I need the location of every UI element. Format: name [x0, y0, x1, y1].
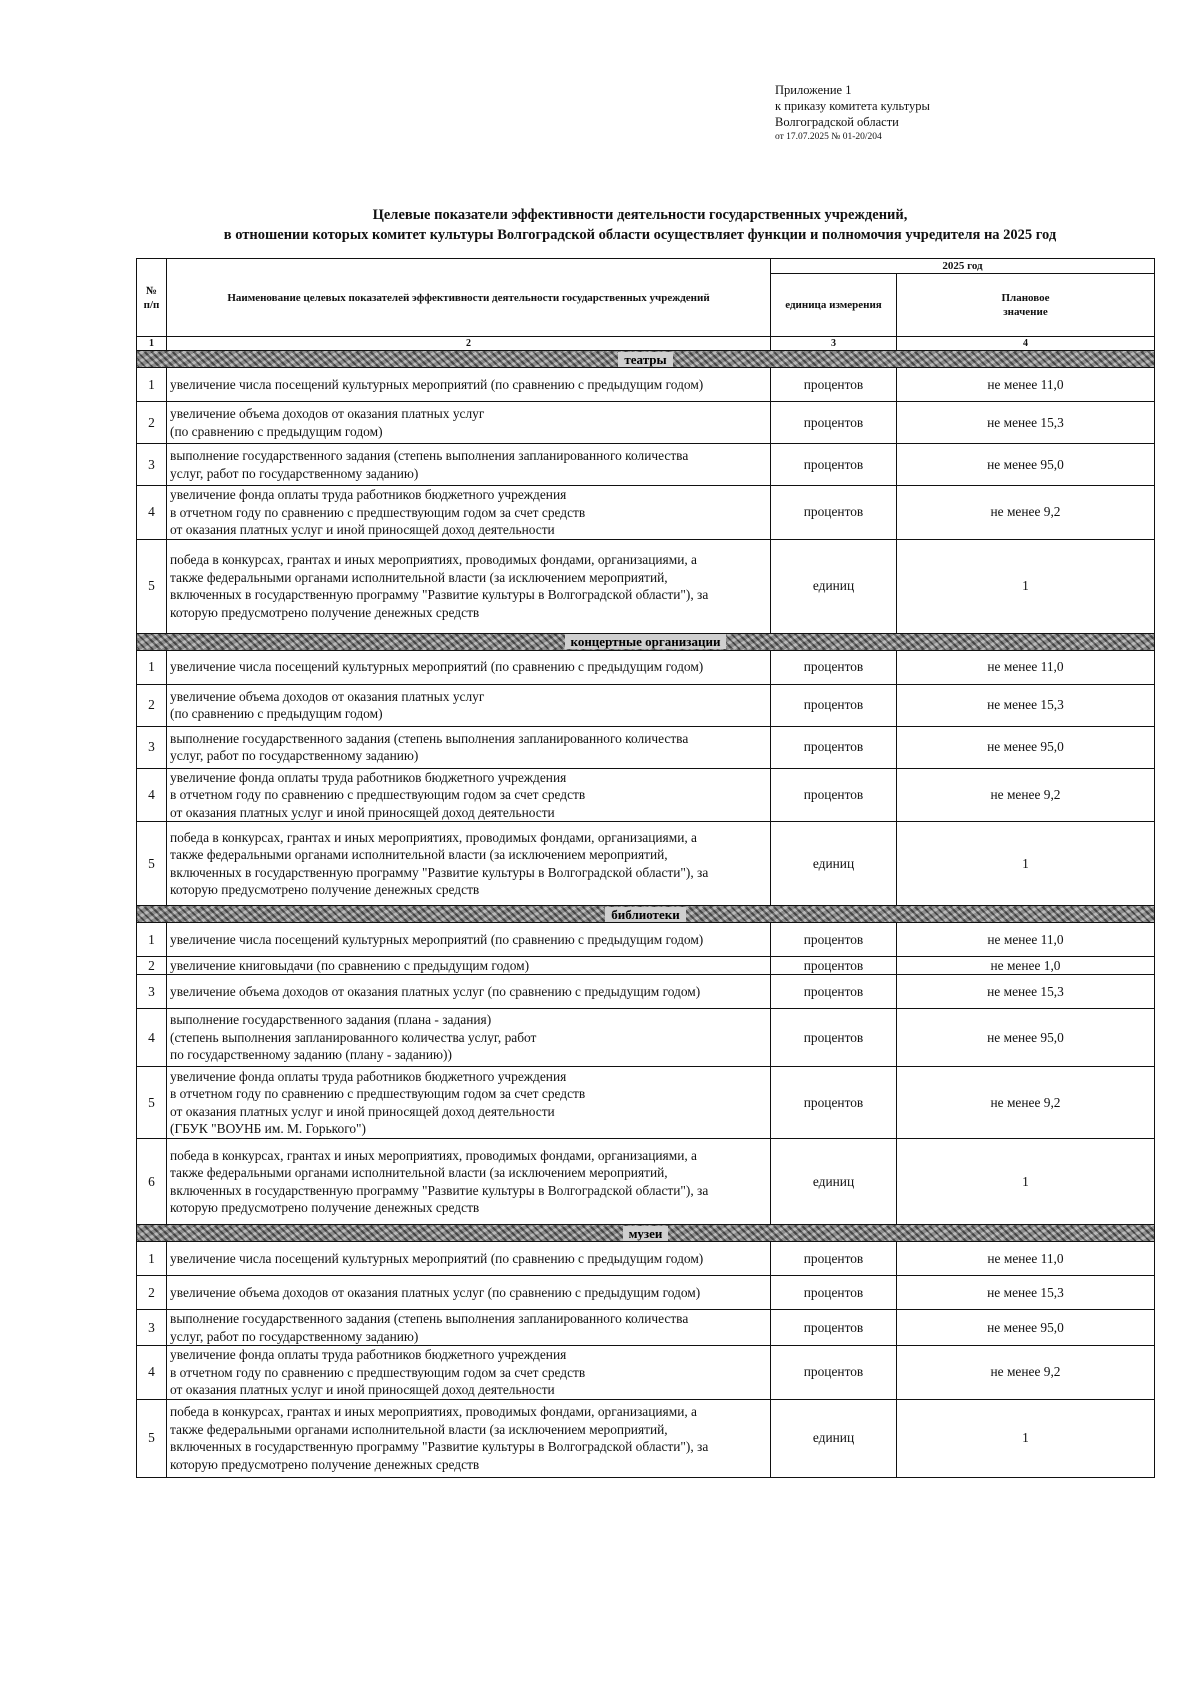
indicators-table [136, 258, 1155, 1478]
planned-value: не менее 15,3 [897, 402, 1155, 444]
planned-value: не менее 1,0 [897, 957, 1155, 975]
unit-cell: единиц [771, 539, 897, 633]
row-number: 5 [137, 1067, 167, 1139]
appendix-block [775, 82, 930, 144]
row-number: 1 [137, 368, 167, 402]
table-row [137, 975, 1155, 1009]
appendix-line-3: Волгоградской области [775, 115, 899, 129]
column-number: 4 [897, 337, 1155, 351]
table-row [137, 402, 1155, 444]
unit-cell: единиц [771, 822, 897, 906]
unit-cell: процентов [771, 923, 897, 957]
appendix-line-1: Приложение 1 [775, 83, 852, 97]
indicator-text: увеличение числа посещений культурных мероприятий (по сравнению с предыдущим годом) [167, 923, 771, 957]
table-row [137, 539, 1155, 633]
planned-value: не менее 9,2 [897, 486, 1155, 540]
indicator-text: победа в конкурсах, грантах и иных мероприятиях, проводимых фондами, организациями, а также федеральными органами исполнительной власти (за исключением мероприятий, включенных в государственную программу "Развитие культуры в Волгоградской области"), за которую предусмотрено получение денежных средств [167, 1139, 771, 1225]
row-number: 2 [137, 1276, 167, 1310]
table-row [137, 1310, 1155, 1346]
unit-cell: процентов [771, 957, 897, 975]
unit-cell: процентов [771, 1009, 897, 1067]
unit-cell: процентов [771, 650, 897, 684]
row-number: 2 [137, 684, 167, 726]
table-row [137, 1276, 1155, 1310]
row-number: 5 [137, 822, 167, 906]
indicator-text: увеличение объема доходов от оказания платных услуг (по сравнению с предыдущим годом) [167, 684, 771, 726]
unit-cell: процентов [771, 1276, 897, 1310]
planned-value: 1 [897, 1139, 1155, 1225]
appendix-order-date: от 17.07.2025 № 01-20/204 [775, 132, 882, 142]
unit-cell: процентов [771, 444, 897, 486]
table-row [137, 1067, 1155, 1139]
table-row [137, 1399, 1155, 1477]
row-number: 5 [137, 539, 167, 633]
planned-value: 1 [897, 1399, 1155, 1477]
planned-value: не менее 11,0 [897, 1242, 1155, 1276]
indicator-text: победа в конкурсах, грантах и иных мероприятиях, проводимых фондами, организациями, а также федеральными органами исполнительной власти (за исключением мероприятий, включенных в государственную программу "Развитие культуры в Волгоградской области"), за которую предусмотрено получение денежных средств [167, 539, 771, 633]
planned-value: не менее 95,0 [897, 444, 1155, 486]
column-numbers-row [137, 337, 1155, 351]
planned-value: не менее 15,3 [897, 684, 1155, 726]
indicator-text: увеличение объема доходов от оказания платных услуг (по сравнению с предыдущим годом) [167, 975, 771, 1009]
section-title: музеи [623, 1226, 669, 1241]
row-number: 2 [137, 402, 167, 444]
indicator-text: увеличение числа посещений культурных мероприятий (по сравнению с предыдущим годом) [167, 368, 771, 402]
planned-value: не менее 15,3 [897, 975, 1155, 1009]
indicator-text: выполнение государственного задания (степень выполнения запланированного количества услуг, работ по государственному заданию) [167, 726, 771, 768]
planned-value: не менее 95,0 [897, 1009, 1155, 1067]
table-row [137, 957, 1155, 975]
indicator-text: увеличение числа посещений культурных мероприятий (по сравнению с предыдущим годом) [167, 1242, 771, 1276]
planned-value: 1 [897, 539, 1155, 633]
section-header [137, 633, 1155, 650]
row-number: 3 [137, 975, 167, 1009]
planned-value: не менее 9,2 [897, 1346, 1155, 1400]
row-number: 4 [137, 486, 167, 540]
table-row [137, 923, 1155, 957]
unit-cell: процентов [771, 975, 897, 1009]
indicator-text: выполнение государственного задания (степень выполнения запланированного количества услуг, работ по государственному заданию) [167, 1310, 771, 1346]
table-row [137, 368, 1155, 402]
table-row [137, 768, 1155, 822]
indicator-text: увеличение числа посещений культурных мероприятий (по сравнению с предыдущим годом) [167, 650, 771, 684]
planned-value: не менее 11,0 [897, 923, 1155, 957]
indicator-text: увеличение фонда оплаты труда работников бюджетного учреждения в отчетном году по сравнению с предшествующим годом за счет средств от оказания платных услуг и иной приносящей доход деятельности (ГБУК "ВОУНБ им. М. Горького") [167, 1067, 771, 1139]
document-title-line-2: в отношении которых комитет культуры Волгоградской области осуществляет функции и полномочия учредителя на 2025 год [223, 227, 1057, 243]
indicator-text: выполнение государственного задания (плана - задания) (степень выполнения запланированного количества услуг, работ по государственному заданию (плану - заданию)) [167, 1009, 771, 1067]
row-number: 5 [137, 1399, 167, 1477]
header-unit: единица измерения [771, 274, 897, 337]
row-number: 1 [137, 1242, 167, 1276]
indicator-text: увеличение фонда оплаты труда работников бюджетного учреждения в отчетном году по сравнению с предшествующим годом за счет средств от оказания платных услуг и иной приносящей доход деятельности [167, 1346, 771, 1400]
row-number: 3 [137, 444, 167, 486]
unit-cell: процентов [771, 768, 897, 822]
unit-cell: процентов [771, 1346, 897, 1400]
unit-cell: единиц [771, 1399, 897, 1477]
section-header [137, 351, 1155, 368]
row-number: 1 [137, 923, 167, 957]
column-number: 1 [137, 337, 167, 351]
unit-cell: процентов [771, 368, 897, 402]
row-number: 3 [137, 1310, 167, 1346]
section-header [137, 1225, 1155, 1242]
indicator-text: победа в конкурсах, грантах и иных мероприятиях, проводимых фондами, организациями, а также федеральными органами исполнительной власти (за исключением мероприятий, включенных в государственную программу "Развитие культуры в Волгоградской области"), за которую предусмотрено получение денежных средств [167, 822, 771, 906]
header-number: № п/п [137, 259, 167, 337]
table-row [137, 726, 1155, 768]
row-number: 1 [137, 650, 167, 684]
row-number: 4 [137, 768, 167, 822]
unit-cell: процентов [771, 726, 897, 768]
planned-value: не менее 95,0 [897, 1310, 1155, 1346]
section-title: театры [618, 352, 672, 367]
unit-cell: единиц [771, 1139, 897, 1225]
section-header [137, 906, 1155, 923]
unit-cell: процентов [771, 1242, 897, 1276]
table-row [137, 684, 1155, 726]
table-row [137, 1242, 1155, 1276]
unit-cell: процентов [771, 486, 897, 540]
table-row [137, 444, 1155, 486]
appendix-line-2: к приказу комитета культуры [775, 99, 930, 113]
document-title-line-1: Целевые показатели эффективности деятельности государственных учреждений, [372, 207, 908, 223]
planned-value: 1 [897, 822, 1155, 906]
column-number: 3 [771, 337, 897, 351]
row-number: 2 [137, 957, 167, 975]
table-row [137, 1009, 1155, 1067]
header-year: 2025 год [771, 259, 1155, 274]
planned-value: не менее 15,3 [897, 1276, 1155, 1310]
section-title: библиотеки [605, 907, 685, 922]
table-row [137, 822, 1155, 906]
planned-value: не менее 9,2 [897, 1067, 1155, 1139]
section-title: концертные организации [565, 634, 727, 649]
indicator-text: увеличение фонда оплаты труда работников бюджетного учреждения в отчетном году по сравнению с предшествующим годом за счет средств от оказания платных услуг и иной приносящей доход деятельности [167, 768, 771, 822]
column-number: 2 [167, 337, 771, 351]
planned-value: не менее 9,2 [897, 768, 1155, 822]
row-number: 6 [137, 1139, 167, 1225]
indicator-text: увеличение фонда оплаты труда работников бюджетного учреждения в отчетном году по сравнению с предшествующим годом за счет средств от оказания платных услуг и иной приносящей доход деятельности [167, 486, 771, 540]
row-number: 4 [137, 1009, 167, 1067]
table-row [137, 650, 1155, 684]
row-number: 3 [137, 726, 167, 768]
planned-value: не менее 95,0 [897, 726, 1155, 768]
table-row [137, 1139, 1155, 1225]
unit-cell: процентов [771, 402, 897, 444]
unit-cell: процентов [771, 684, 897, 726]
header-planned-value: Плановое значение [897, 274, 1155, 337]
table-row [137, 1346, 1155, 1400]
planned-value: не менее 11,0 [897, 368, 1155, 402]
indicator-text: увеличение объема доходов от оказания платных услуг (по сравнению с предыдущим годом) [167, 402, 771, 444]
indicator-text: выполнение государственного задания (степень выполнения запланированного количества услуг, работ по государственному заданию) [167, 444, 771, 486]
table-row [137, 486, 1155, 540]
row-number: 4 [137, 1346, 167, 1400]
unit-cell: процентов [771, 1067, 897, 1139]
indicator-text: увеличение объема доходов от оказания платных услуг (по сравнению с предыдущим годом) [167, 1276, 771, 1310]
indicator-text: увеличение книговыдачи (по сравнению с предыдущим годом) [167, 957, 771, 975]
planned-value: не менее 11,0 [897, 650, 1155, 684]
unit-cell: процентов [771, 1310, 897, 1346]
header-indicator-name: Наименование целевых показателей эффективности деятельности государственных учреждений [167, 259, 771, 337]
indicator-text: победа в конкурсах, грантах и иных мероприятиях, проводимых фондами, организациями, а также федеральными органами исполнительной власти (за исключением мероприятий, включенных в государственную программу "Развитие культуры в Волгоградской области"), за которую предусмотрено получение денежных средств [167, 1399, 771, 1477]
